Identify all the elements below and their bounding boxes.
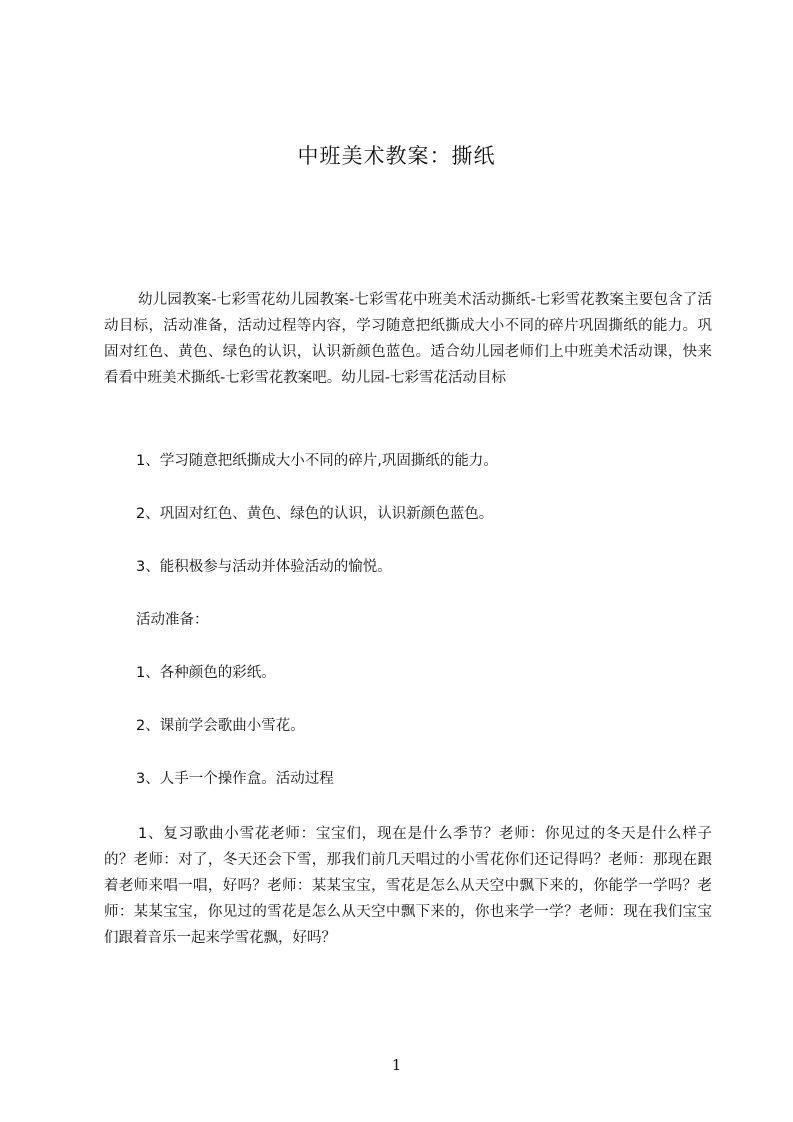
prep-item-2: 2、课前学会歌曲小雪花。	[136, 718, 305, 734]
goal-item-3: 3、能积极参与活动并体验活动的愉悦。	[136, 559, 392, 575]
goal-item-2: 2、巩固对红色、黄色、绿色的认识，认识新颜色蓝色。	[136, 506, 494, 522]
prep-item-3: 3、人手一个操作盒。活动过程	[136, 771, 334, 787]
document-title: 中班美术教案：撕纸	[297, 144, 496, 168]
goal-item-1: 1、学习随意把纸撕成大小不同的碎片,巩固撕纸的能力。	[136, 453, 498, 469]
prep-heading: 活动准备：	[136, 612, 209, 628]
page-number: 1	[391, 1056, 402, 1074]
intro-paragraph: 幼儿园教案-七彩雪花幼儿园教案-七彩雪花中班美术活动撕纸-七彩雪花教案主要包含了活动目标，活动准备，活动过程等内容，学习随意把纸撕成大小不同的碎片巩固撕纸的能力。巩固对红色、黄色、绿色的认识，认识新颜色蓝色。适合幼儿园老师们上中班美术活动课，快来看看中班美术撕纸-七彩雪花教案吧。幼儿园-七彩雪花活动目标	[104, 292, 712, 386]
process-paragraph: 1、复习歌曲小雪花老师：宝宝们，现在是什么季节？老师：你见过的冬天是什么样子的？老师：对了，冬天还会下雪，那我们前几天唱过的小雪花你们还记得吗？老师：那现在跟着老师来唱一唱，好吗？老师：某某宝宝，雪花是怎么从天空中飘下来的，你能学一学吗？老师：某某宝宝，你见过的雪花是怎么从天空中飘下来的，你也来学一学？老师：现在我们宝宝们跟着音乐一起来学雪花飘，好吗？	[104, 826, 712, 946]
prep-item-1: 1、各种颜色的彩纸。	[136, 665, 276, 681]
